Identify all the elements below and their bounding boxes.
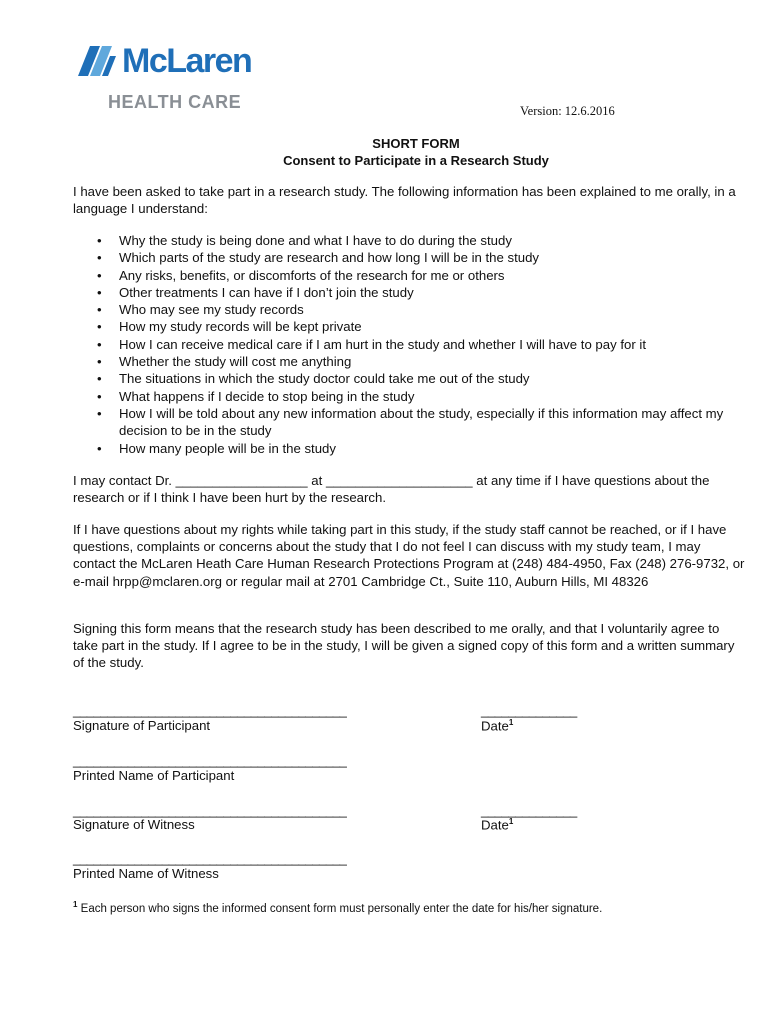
signing-paragraph: Signing this form means that the research study has been described to me orally, and that I voluntarily agree to take part in the study. If I agree to be in the study, I will be given a signed copy of this form and a written summary of the study. (73, 621, 735, 671)
list-item: • How many people will be in the study (97, 440, 336, 456)
list-item: • Why the study is being done and what I have to do during the study (97, 233, 512, 248)
mclaren-logo (76, 40, 256, 115)
participant-name-line[interactable]: ________________________________________ (73, 753, 347, 768)
rights-paragraph: If I have questions about my rights while taking part in this study, if the study staff cannot be reached, or if I have questions, complaints or concerns about the study that I do not feel I can discuss with my study team, I may contact the McLaren Heath Care Human Research Protections Program at (248) 484-4950, Fax (248) 276-9732, or e-mail hrpp@mclaren.org or regular mail at 2701 Cambridge Ct., Suite 110, Auburn Hills, MI 48326 (73, 522, 745, 589)
logo-subtitle: HEALTH CARE (108, 92, 242, 112)
logo-wordmark: McLaren (122, 42, 252, 80)
witness-name-line[interactable]: ________________________________________ (73, 851, 347, 866)
form-title: SHORT FORM (372, 136, 460, 151)
participant-date-line[interactable]: ______________ (481, 703, 577, 718)
list-item: • Other treatments I can have if I don’t join the study (97, 284, 414, 300)
list-item: • How I will be told about any new information about the study, especially if this information may affect my decision to be in the study (97, 405, 724, 439)
participant-date-label: Date$^1$ (481, 718, 514, 734)
witness-signature-label: Signature of Witness (73, 817, 195, 832)
list-item: • What happens if I decide to stop being in the study (97, 388, 415, 404)
list-item: • Whether the study will cost me anything (97, 354, 352, 370)
participant-signature-label: Signature of Participant (73, 718, 211, 733)
intro-paragraph: I have been asked to take part in a research study. The following information has been explained to me orally, in a language I understand: (73, 184, 736, 217)
witness-date-label: Date$^1$ (481, 817, 514, 833)
version-label: Version: 12.6.2016 (520, 104, 615, 118)
list-item: • Who may see my study records (97, 302, 304, 318)
list-item: • The situations in which the study doctor could take me out of the study (97, 371, 530, 387)
list-item: • How I can receive medical care if I am hurt in the study and whether I will have to pay for it (97, 336, 647, 352)
list-item: • Any risks, benefits, or discomforts of the research for me or others (97, 267, 505, 283)
participant-signature-line[interactable]: ________________________________________ (73, 703, 347, 718)
witness-date-line[interactable]: ______________ (481, 803, 577, 818)
contact-paragraph: I may contact Dr. __________________ at ____________________ at any time if I have questions about the research or if I think I have been hurt by the research. (73, 473, 710, 506)
list-item: • Which parts of the study are research and how long I will be in the study (97, 250, 540, 266)
witness-name-label: Printed Name of Witness (73, 866, 219, 881)
witness-signature-line[interactable]: ________________________________________ (73, 803, 347, 818)
list-item: • How my study records will be kept private (97, 319, 362, 335)
disclosure-list (73, 232, 745, 457)
participant-name-label: Printed Name of Participant (73, 768, 235, 783)
form-subtitle: Consent to Participate in a Research Study (283, 153, 549, 168)
footnote: $^1$ Each person who signs the informed consent form must personally enter the date for his/her signature. (73, 900, 603, 915)
mclaren-logo-icon (76, 42, 120, 80)
